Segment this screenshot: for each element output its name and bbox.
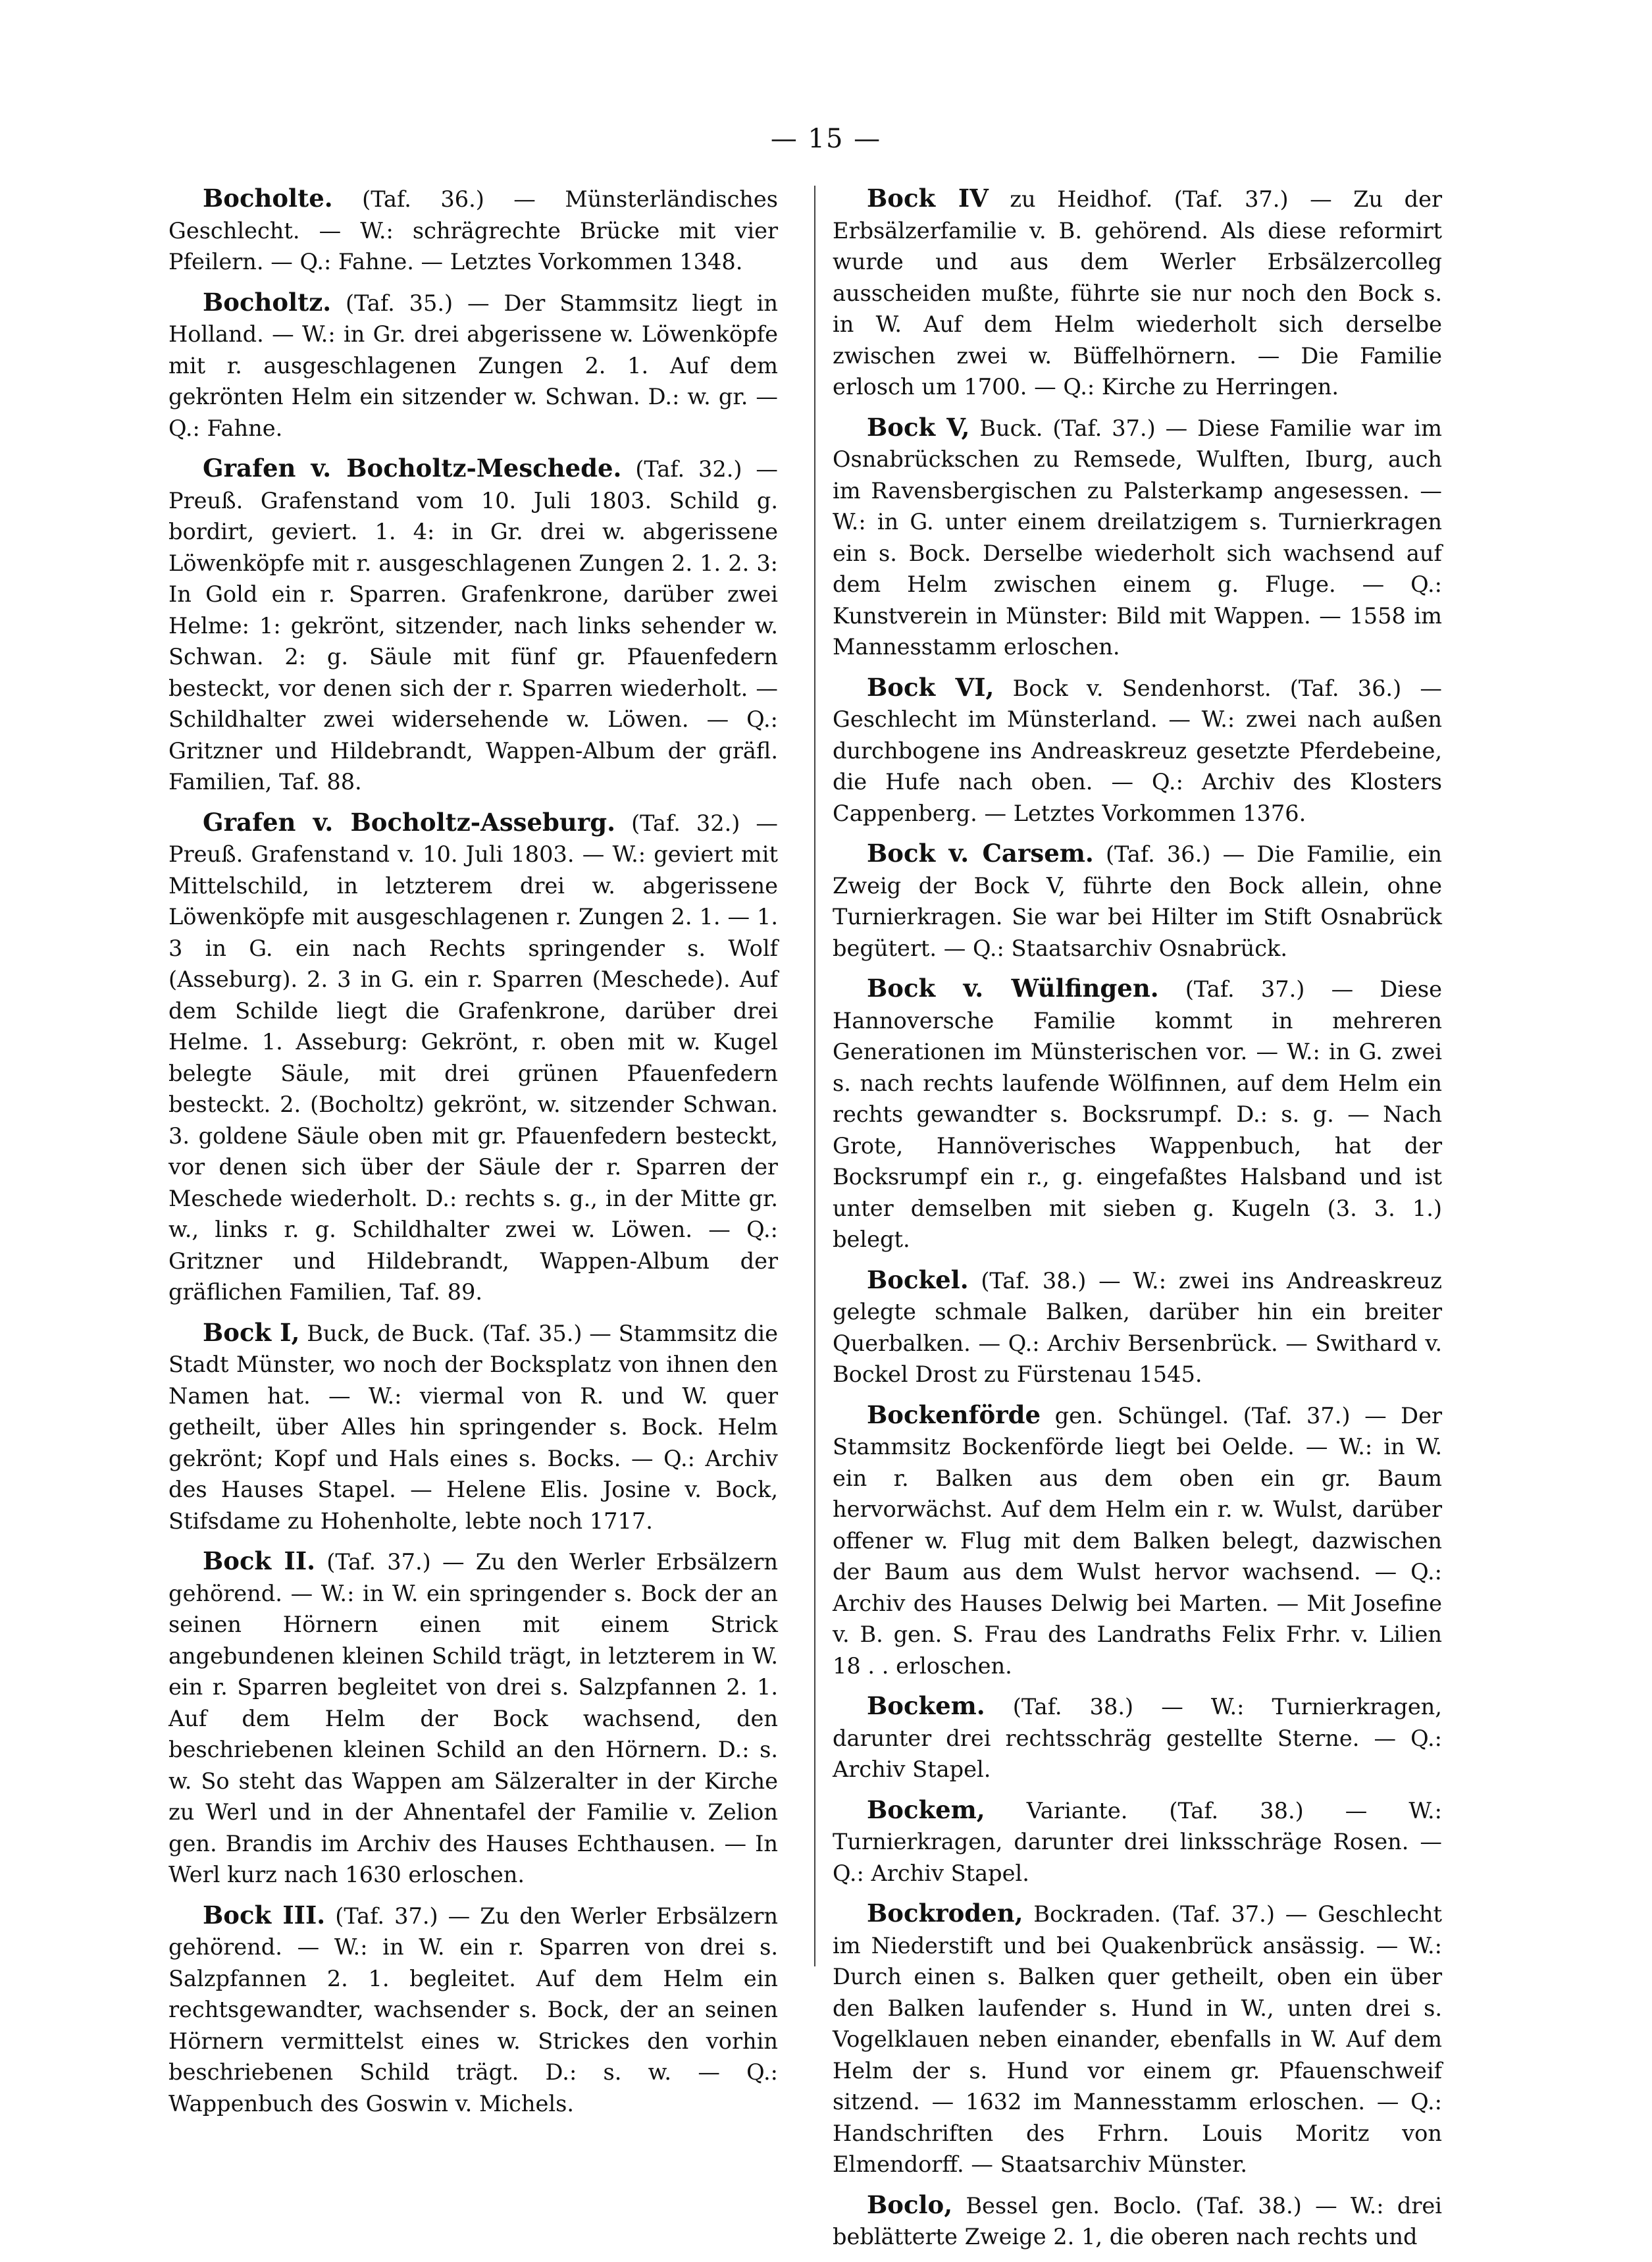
entry-head: Bocholte. — [203, 184, 333, 213]
entry-text: (Taf. 38.) — W.: zwei ins Andreaskreuz gelegte schmale Balken, darüber hin ein breiter Querbalken. — Q.: Archiv Bersenbrück. — Swithard v. Bockel Drost zu Fürstenau 1545. — [833, 1267, 1442, 1387]
entry-bockroden — [833, 1898, 1442, 2180]
left-column — [168, 183, 778, 2128]
entry-head: Bock VI, — [867, 672, 994, 702]
entry-text: gen. Schüngel. (Taf. 37.) — Der Stammsitz Bockenförde liegt bei Oelde. — W.: in W. ein r. Balken aus dem oben ein gr. Baum hervorwächst. Auf dem Helm ein r. w. Wulst, darüber offener w. Flug mit dem Balken belegt, dazwischen der Baum aus dem Wulst hervor wachsend. — Q.: Archiv des Hauses Delwig bei Marten. — Mit Josefine v. B. gen. S. Frau des Landraths Felix Frhr. v. Lilien 18 . . erloschen. — [833, 1402, 1442, 1679]
entry-head: Grafen v. Bocholtz-Asseburg. — [203, 807, 616, 837]
entry-head: Boclo, — [867, 2190, 953, 2219]
entry-text: (Taf. 38.) — W.: Turnierkragen, darunter drei rechtsschräg gestellte Sterne. — Q.: Archiv Stapel. — [833, 1694, 1442, 1782]
entry-text: Bock v. Sendenhorst. (Taf. 36.) — Geschlecht im Münsterland. — W.: zwei nach außen durchbogene ins Andreaskreuz gesetzte Pferdebeine, die Hufe nach oben. — Q.: Archiv des Klosters Cappenberg. — Letztes Vorkommen 1376. — [833, 675, 1442, 826]
entry-bock-iv — [833, 183, 1442, 403]
entry-text: Buck. (Taf. 37.) — Diese Familie war im Osnabrückschen zu Remsede, Wulften, Iburg, auch im Ravensbergischen zu Palsterkamp angesessen. — W.: in G. unter einem dreilatzigem s. Turnierkragen ein s. Bock. Derselbe wiederholt sich wachsend auf dem Helm zwischen einem g. Fluge. — Q.: Kunstverein in Münster: Bild mit Wappen. — 1558 im Mannesstamm erloschen. — [833, 415, 1442, 660]
entry-text: (Taf. 36.) — Münsterländisches Geschlecht. — W.: schrägrechte Brücke mit vier Pfeilern. — Q.: Fahne. — Letztes Vorkommen 1348. — [168, 186, 778, 275]
entry-bocholte — [168, 183, 778, 278]
entry-text: (Taf. 37.) — Zu den Werler Erbsälzern gehörend. — W.: in W. ein r. Sparren von drei s. Salzpfannen 2. 1. begleitet. Auf dem Helm ein rechtsgewandter, wachsender s. Bock, der an seinen Hörnern vermittelst eines w. Strickes den vorhin beschriebenen Schild trägt. D.: s. w. — Q.: Wappenbuch des Goswin v. Michels. — [168, 1903, 778, 2117]
entry-bocholtz-meschede — [168, 453, 778, 798]
entry-head: Bockroden, — [867, 1899, 1023, 1928]
entry-head: Bock III. — [203, 1900, 326, 1930]
entry-head: Bockem. — [867, 1691, 985, 1720]
entry-head: Bock I, — [203, 1317, 300, 1347]
entry-text: (Taf. 32.) — Preuß. Grafenstand vom 10. Juli 1803. Schild g. bordirt, geviert. 1. 4: in Gr. drei w. abgerissene Löwenköpfe mit r. ausgeschlagenen Zungen 2. 1. 2. 3: In Gold ein r. Sparren. Grafenkrone, darüber zwei Helme: 1: gekrönt, sitzender, nach links sehender w. Schwan. 2: g. Säule mit fünf gr. Pfauenfedern besteckt, vor denen sich der r. Sparren wiederholt. — Schildhalter zwei widersehende w. Löwen. — Q.: Gritzner und Hildebrandt, Wappen-Album der gräfl. Familien, Taf. 88. — [168, 456, 778, 795]
entry-bock-v-wuelfingen — [833, 973, 1442, 1255]
entry-boclo — [833, 2190, 1442, 2253]
entry-head: Bockenförde — [867, 1400, 1041, 1429]
entry-text: (Taf. 35.) — Der Stammsitz liegt in Holland. — W.: in Gr. drei abgerissene w. Löwenköpfe mit r. ausgeschlagenen Zungen 2. 1. Auf dem gekrönten Helm ein sitzender w. Schwan. D.: w. gr. — Q.: Fahne. — [168, 290, 778, 441]
entry-bock-i — [168, 1317, 778, 1537]
entry-bock-v-carsem — [833, 838, 1442, 964]
entry-bockem-variante — [833, 1795, 1442, 1889]
entry-bock-ii — [168, 1546, 778, 1891]
entry-head: Bock v. Wülfingen. — [867, 974, 1159, 1003]
entry-head: Bock v. Carsem. — [867, 839, 1094, 868]
entry-bockem — [833, 1691, 1442, 1785]
entry-head: Bockel. — [867, 1265, 969, 1294]
entry-bocholtz-asseburg — [168, 807, 778, 1308]
entry-text: (Taf. 32.) — Preuß. Grafenstand v. 10. Juli 1803. — W.: geviert mit Mittelschild, in letzterem drei w. abgerissene Löwenköpfe mit ausgeschlagenen r. Zungen 2. 1. — 1. 3 in G. ein nach Rechts springender s. Wolf (Asseburg). 2. 3 in G. ein r. Sparren (Meschede). Auf dem Schilde liegt die Grafenkrone, darüber drei Helme. 1. Asseburg: Gekrönt, r. oben mit w. Kugel belegte Säule, mit drei grünen Pfauenfedern besteckt. 2. (Bocholtz) gekrönt, w. sitzender Schwan. 3. goldene Säule oben mit gr. Pfauenfedern besteckt, vor denen sich über der Säule der r. Sparren der Meschede wiederholt. D.: rechts s. g., in der Mitte gr. w., links r. g. Schildhalter zwei w. Löwen. — Q.: Gritzner und Hildebrandt, Wappen-Album der gräflichen Familien, Taf. 89. — [168, 810, 778, 1305]
entry-text: (Taf. 37.) — Diese Hannoversche Familie kommt in mehreren Generationen im Münsterischen vor. — W.: in G. zwei s. nach rechts laufende Wölfinnen, auf dem Helm ein rechts gewandter s. Bocksrumpf. D.: s. g. — Nach Grote, Hannöverisches Wappenbuch, hat der Bocksrumpf ein r., g. eingefaßtes Halsband und ist unter demselben mit sieben g. Kugeln (3. 3. 1.) belegt. — [833, 976, 1442, 1252]
entry-bock-v — [833, 412, 1442, 663]
page-number: — 15 — — [770, 124, 882, 154]
entry-text: (Taf. 37.) — Zu den Werler Erbsälzern gehörend. — W.: in W. ein springender s. Bock der an seinen Hörnern einen mit einem Strick angebundenen kleinen Schild trägt, in letzterem in W. ein r. Sparren begleitet von drei s. Salzpfannen 2. 1. Auf dem Helm der Bock wachsend, den beschriebenen kleinen Schild an den Hörnern. D.: s. w. So steht das Wappen am Sälzeralter in der Kirche zu Werl und in der Ahnentafel der Familie v. Zelion gen. Brandis im Archiv des Hauses Echthausen. — In Werl kurz nach 1630 erloschen. — [168, 1549, 779, 1887]
entry-text: Buck, de Buck. (Taf. 35.) — Stammsitz die Stadt Münster, wo noch der Bocksplatz von ihnen den Namen hat. — W.: viermal von R. und W. quer getheilt, über Alles hin springender s. Bock. Helm gekrönt; Kopf und Hals eines s. Bocks. — Q.: Archiv des Hauses Stapel. — Helene Elis. Josine v. Bock, Stifsdame zu Hohenholte, lebte noch 1717. — [168, 1320, 779, 1534]
entry-head: Bock II. — [203, 1546, 316, 1575]
entry-head: Grafen v. Bocholtz-Meschede. — [203, 454, 622, 483]
entry-head: Bock IV — [867, 184, 989, 213]
entry-bocholtz — [168, 287, 778, 444]
entry-bock-iii — [168, 1900, 778, 2120]
entry-bock-vi — [833, 672, 1442, 829]
entry-text: Variante. (Taf. 38.) — W.: Turnierkragen, darunter drei linksschräge Rosen. — Q.: Archiv Stapel. — [833, 1797, 1442, 1886]
entry-bockel — [833, 1265, 1442, 1390]
entry-text: Bockraden. (Taf. 37.) — Geschlecht im Niederstift und bei Quakenbrück ansässig. — W.: Durch einen s. Balken quer getheilt, oben ein über den Balken laufender s. Hund in W., unten drei s. Vogelklauen neben einander, ebenfalls in W. Auf dem Helm der s. Hund vor einem gr. Pfauenschweif sitzend. — 1632 im Mannesstamm erloschen. — Q.: Handschriften des Frhrn. Louis Moritz von Elmendorff. — Staatsarchiv Münster. — [833, 1901, 1442, 2177]
right-column — [833, 183, 1442, 2262]
entry-text: zu Heidhof. (Taf. 37.) — Zu der Erbsälzerfamilie v. B. gehörend. Als diese reformirt wurde und aus dem Werler Erbsälzercolleg ausscheiden mußte, führte sie nur noch den Bock s. in W. Auf dem Helm wiederholt sich derselbe zwischen zwei w. Büffelhörnern. — Die Familie erlosch um 1700. — Q.: Kirche zu Herringen. — [833, 186, 1443, 400]
entry-text: (Taf. 36.) — Die Familie, ein Zweig der Bock V, führte den Bock allein, ohne Turnierkragen. Sie war bei Hilter im Stift Osnabrück begütert. — Q.: Staatsarchiv Osnabrück. — [833, 841, 1442, 961]
entry-head: Bocholtz. — [203, 287, 332, 317]
entry-bockenfoerde — [833, 1400, 1442, 1682]
entry-head: Bock V, — [867, 412, 970, 442]
column-divider — [814, 186, 815, 1966]
entry-text: Bessel gen. Boclo. (Taf. 38.) — W.: drei beblätterte Zweige 2. 1, die oberen nach rechts und — [833, 2192, 1442, 2249]
entry-head: Bockem, — [867, 1795, 985, 1824]
